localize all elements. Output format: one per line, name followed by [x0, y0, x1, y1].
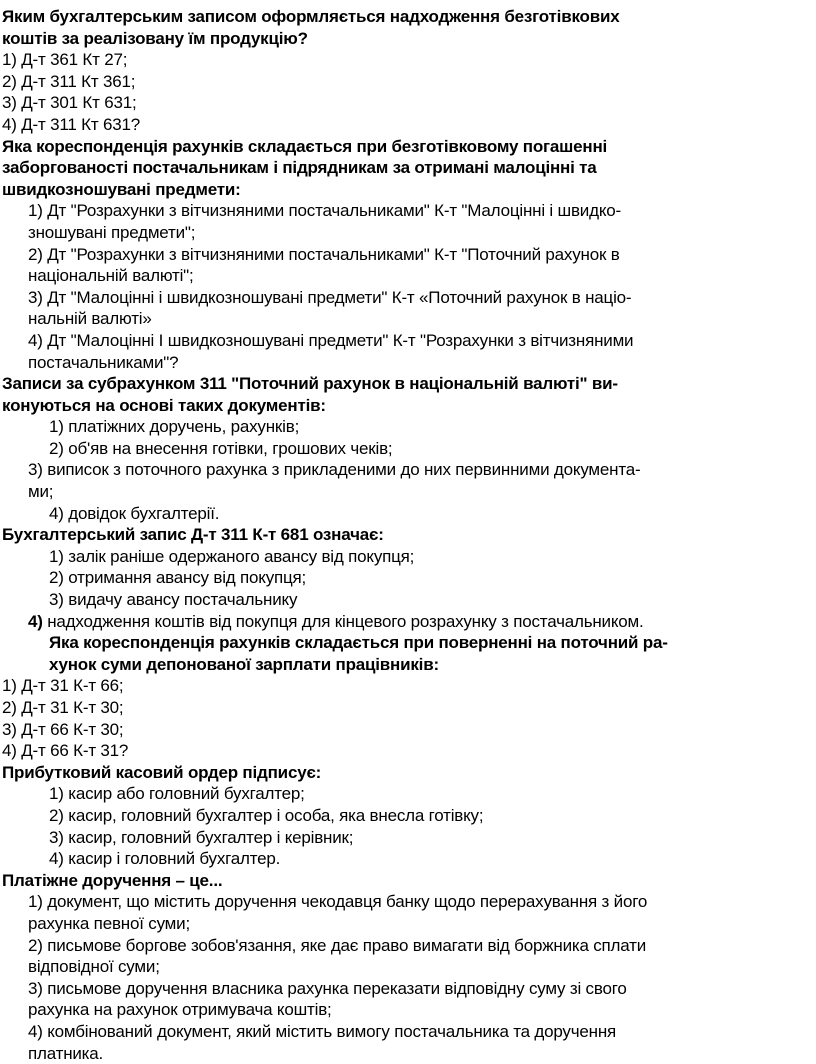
answer-option-line: 2) письмове боргове зобов'язання, яке дає право вимагати від боржника сплати: [28, 936, 646, 955]
answer-option: [2, 935, 812, 978]
answer-option: [2, 287, 812, 330]
question-line: конуються на основі таких документів:: [2, 395, 812, 417]
answer-option: 2) касир, головний бухгалтер і особа, яка внесла готівку;: [2, 805, 812, 827]
answer-option-line: рахунка на рахунок отримувача коштів;: [49, 999, 812, 1021]
answer-option: [2, 1021, 812, 1064]
question-line: коштів за реалізовану їм продукцію?: [2, 28, 812, 50]
answer-option-line: 3) виписок з поточного рахунка з прикладеними до них первинними документа-: [28, 460, 640, 479]
answer-option-line: рахунка певної суми;: [49, 913, 812, 935]
answer-option: 3) касир, головний бухгалтер і керівник;: [2, 827, 812, 849]
question-4: [2, 524, 812, 546]
question-line: Записи за субрахунком 311 "Поточний рахунок в національній валюті" ви-: [2, 373, 812, 395]
answer-option-line: [28, 612, 644, 631]
answer-option: 3) Д-т 66 К-т 30;: [2, 719, 812, 741]
question-line: заборгованості постачальникам і підрядникам за отримані малоцінні та: [2, 157, 812, 179]
answer-option: 1) залік раніше одержаного авансу від покупця;: [2, 546, 812, 568]
answer-option-line: 1) Дт "Розрахунки з вітчизняними постачальниками" К-т "Малоцінні і швидко-: [28, 201, 621, 220]
answer-option-line: 3) письмове доручення власника рахунка переказати відповідну суму зі свого: [28, 979, 627, 998]
answer-option: 4) довідок бухгалтерії.: [2, 503, 812, 525]
question-line: Яким бухгалтерським записом оформляється надходження безготівкових: [2, 6, 812, 28]
answer-option: 2) Д-т 31 К-т 30;: [2, 697, 812, 719]
answer-option: [2, 459, 812, 502]
question-line: Бухгалтерський запис Д-т 311 К-т 681 означає:: [2, 524, 812, 546]
answer-option-line: національній валюті";: [49, 265, 812, 287]
answer-option: [2, 611, 812, 633]
answer-option: 1) Д-т 31 К-т 66;: [2, 675, 812, 697]
answer-option: [2, 978, 812, 1021]
question-line: хунок суми депонованої зарплати працівників:: [49, 654, 812, 676]
answer-option-line: постачальниками"?: [49, 352, 812, 374]
answer-option: 2) отримання авансу від покупця;: [2, 567, 812, 589]
answer-option: 1) касир або головний бухгалтер;: [2, 783, 812, 805]
question-line: Платіжне доручення – це...: [2, 870, 812, 892]
answer-option-line: 2) Дт "Розрахунки з вітчизняними постачальниками" К-т "Поточний рахунок в: [28, 245, 620, 264]
answer-option: 4) Д-т 66 К-т 31?: [2, 740, 812, 762]
answer-option-line: платника.: [49, 1043, 812, 1064]
question-2: [2, 136, 812, 201]
answer-option-line: зношувані предмети";: [49, 222, 812, 244]
answer-option-line: 4) комбінований документ, який містить вимогу постачальника та доручення: [28, 1022, 616, 1041]
answer-option: [2, 330, 812, 373]
answer-option-line: 3) Дт "Малоцінні і швидкозношувані предмети" К-т «Поточний рахунок в націо-: [28, 288, 631, 307]
answer-option-number: 4): [28, 612, 43, 631]
answer-option-text: надходження коштів від покупця для кінцевого розрахунку з постачальником.: [43, 612, 644, 631]
question-line: Прибутковий касовий ордер підписує:: [2, 762, 812, 784]
answer-option: [2, 244, 812, 287]
answer-option-line: 1) документ, що містить доручення чекодавця банку щодо перерахування з його: [28, 892, 647, 911]
question-3: [2, 373, 812, 416]
answer-option-line: 4) Дт "Малоцінні І швидкозношувані предмети" К-т "Розрахунки з вітчизняними: [28, 331, 633, 350]
answer-option: 2) Д-т 311 Кт 361;: [2, 71, 812, 93]
answer-option: 1) платіжних доручень, рахунків;: [2, 416, 812, 438]
question-6: [2, 762, 812, 784]
answer-option: 1) Д-т 361 Кт 27;: [2, 49, 812, 71]
answer-option: 3) Д-т 301 Кт 631;: [2, 92, 812, 114]
answer-option: 4) касир і головний бухгалтер.: [2, 848, 812, 870]
answer-option-line: ми;: [49, 481, 812, 503]
answer-option: [2, 200, 812, 243]
answer-option: 4) Д-т 311 Кт 631?: [2, 114, 812, 136]
answer-option: 3) видачу авансу постачальнику: [2, 589, 812, 611]
answer-option-line: нальній валюті»: [49, 308, 812, 330]
question-7: [2, 870, 812, 892]
answer-option-line: відповідної суми;: [49, 956, 812, 978]
answer-option: 2) об'яв на внесення готівки, грошових чеків;: [2, 438, 812, 460]
question-5: [2, 632, 812, 675]
question-line: Яка кореспонденція рахунків складається при безготівковому погашенні: [2, 136, 812, 158]
question-line: Яка кореспонденція рахунків складається при поверненні на поточний ра-: [49, 632, 812, 654]
answer-option: [2, 891, 812, 934]
document-page: [2, 6, 812, 1064]
question-line: швидкозношувані предмети:: [2, 179, 812, 201]
question-1: [2, 6, 812, 49]
